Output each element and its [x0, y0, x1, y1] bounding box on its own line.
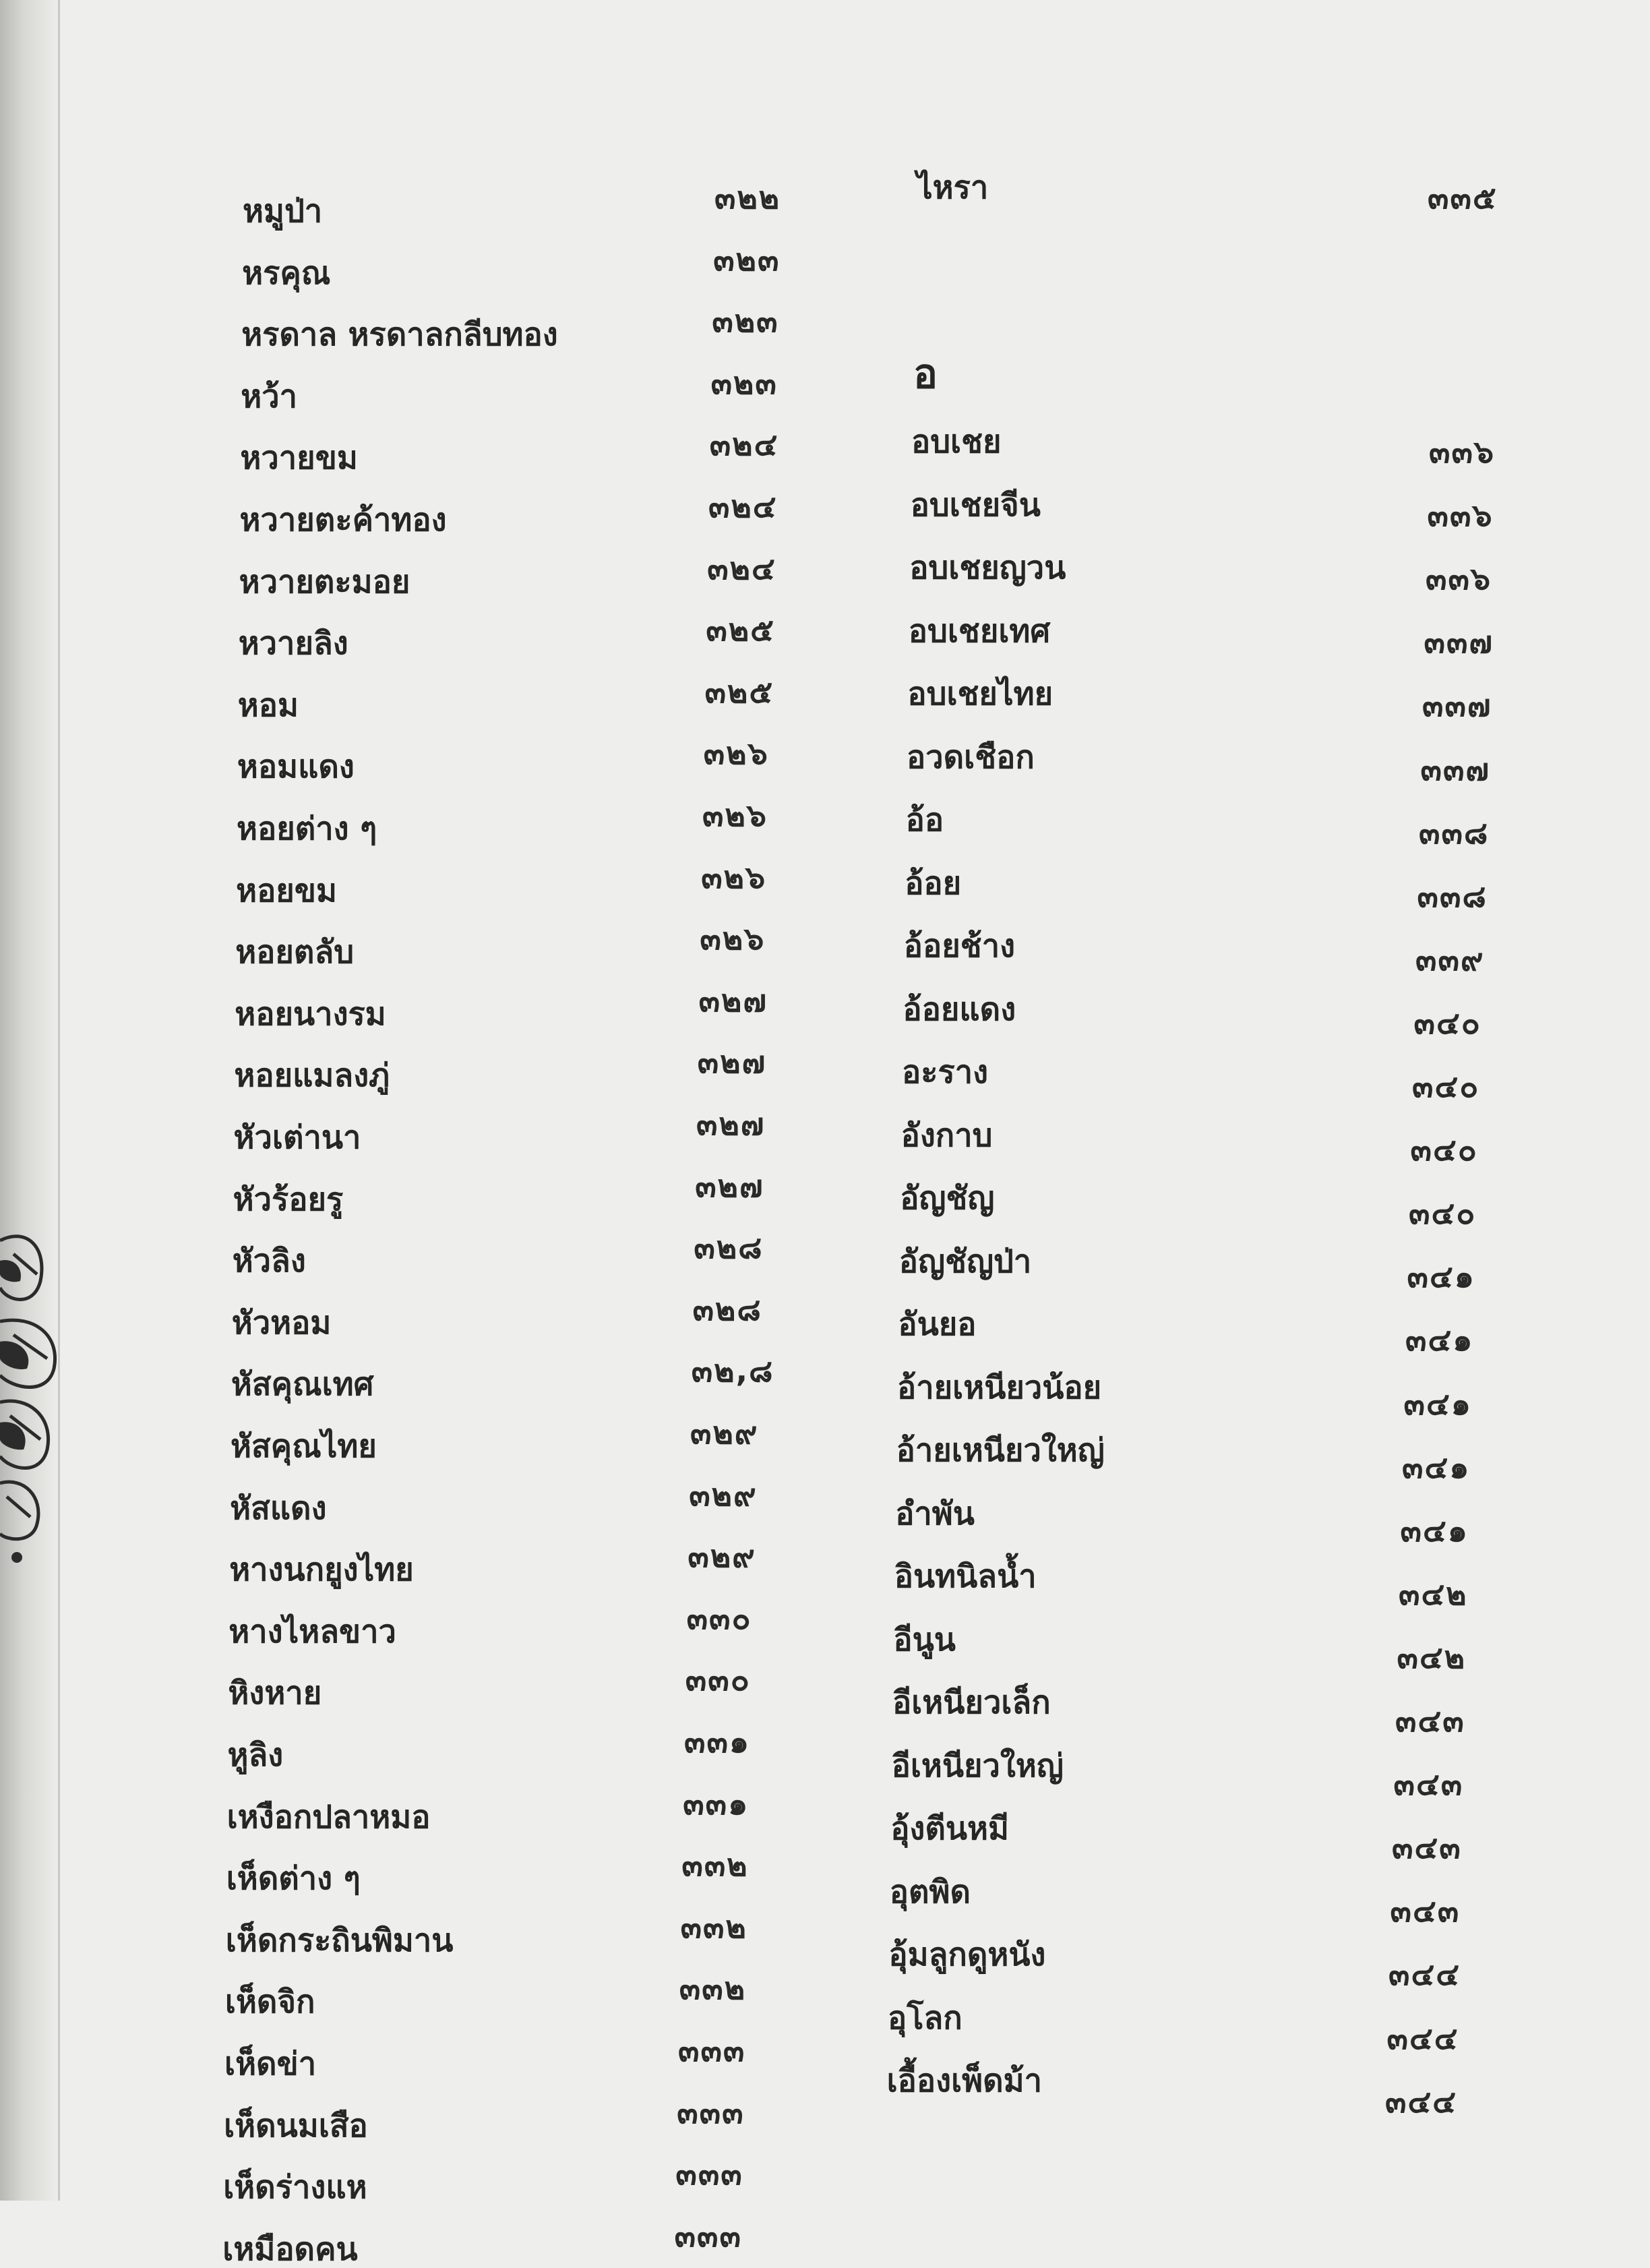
index-entry-name: หมูป่า — [243, 193, 323, 230]
index-entry-page-number: ๓๒๘ — [694, 1229, 764, 1266]
index-entry-page-number: ๓๔๔ — [1386, 2019, 1459, 2056]
index-entry-name: หอยแมลงภู่ — [234, 1057, 390, 1095]
index-entry-page-number: ๓๓๒ — [680, 1908, 747, 1945]
index-entry-page-number: ๓๒๔ — [709, 426, 779, 463]
index-entry-name: อบเชยเทศ — [908, 612, 1051, 650]
index-entry-page-number: ๓๓๓ — [678, 2032, 746, 2068]
index-entry-name: อุ้งตีนหมี — [890, 1810, 1009, 1847]
index-entry-name: อ้อย — [905, 864, 962, 902]
index-entry-page-number: ๓๓๑ — [683, 1785, 750, 1822]
index-entry-page-number: ๓๔๒ — [1397, 1638, 1467, 1675]
index-entry-page-number: ๓๔๑ — [1402, 1448, 1471, 1485]
index-entry-page-number: ๓๓๗ — [1422, 687, 1492, 724]
index-entry-page-number: ๓๓๖ — [1427, 497, 1494, 534]
index-entry-name: ไหรา — [917, 169, 989, 206]
index-entry-page-number: ๓๓๖ — [1429, 434, 1496, 470]
index-entry-page-number: ๓๒๓ — [712, 303, 779, 340]
index-entry-name: อีเหนียวใหญ่ — [891, 1747, 1064, 1785]
index-entry-name: หวายขม — [240, 440, 358, 477]
index-entry-name: อ้อยแดง — [903, 990, 1016, 1028]
index-entry-page-number: ๓๔๔ — [1385, 2083, 1458, 2120]
index-entry-page-number: ๓๒๙ — [689, 1476, 758, 1513]
index-entry-page-number: ๓๔๐ — [1410, 1131, 1478, 1168]
index-entry-name: หวายลิง — [238, 625, 348, 663]
index-entry-name: อบเชยจีน — [910, 486, 1041, 524]
index-entry-name: หิงหาย — [228, 1675, 322, 1712]
index-entry-name: เห็ดกระถินพิมาน — [225, 1921, 454, 1959]
index-entry-page-number: ๓๒๗ — [698, 982, 768, 1019]
index-entry-name: หอยนางรม — [235, 995, 386, 1033]
index-entry-name: หรดาล หรดาลกลีบทอง — [241, 316, 558, 354]
index-entry-page-number: ๓๓๗ — [1424, 624, 1494, 661]
index-entry-page-number: ๓๒๖ — [701, 858, 767, 895]
index-entry-name: เห็ดนมเสือ — [224, 2107, 368, 2145]
index-entry-page-number: ๓๔๒ — [1399, 1575, 1468, 1612]
index-entry-name: อบเชย — [911, 423, 1002, 460]
index-entry-name: หางนกยูงไทย — [229, 1551, 414, 1589]
index-entry-name: หูลิง — [227, 1737, 284, 1774]
index-entry-page-number: ๓๔๓ — [1390, 1892, 1461, 1930]
index-entry-page-number: ๓๒๗ — [696, 1106, 766, 1142]
index-entry-name: เห็ดร่างแห — [223, 2169, 367, 2207]
index-entry-name: หว้า — [241, 378, 298, 415]
index-entry-name: เห็ดจิก — [224, 1983, 315, 2021]
index-entry-page-number: ๓๒๒ — [714, 179, 781, 216]
index-entry-page-number: ๓๓๐ — [685, 1661, 751, 1698]
index-entry-page-number: ๓๓๓ — [674, 2217, 742, 2254]
index-entry-page-number: ๓๔๐ — [1412, 1068, 1480, 1104]
index-entry-page-number: ๓๒๕ — [704, 673, 774, 710]
index-entry-page-number: ๓๒๖ — [702, 797, 768, 833]
index-entry-page-number: ๓๒๔ — [707, 549, 776, 587]
index-entry-name: อีนูน — [893, 1621, 956, 1659]
index-entry-name: หรคุณ — [242, 254, 331, 292]
index-entry-name: อ้ายเหนียวน้อย — [897, 1369, 1102, 1406]
index-entry-name: อวดเชือก — [907, 738, 1035, 776]
index-entry-name: อบเชยญวน — [909, 549, 1066, 587]
page-edge — [58, 0, 60, 2201]
index-entry-name: หอมแดง — [237, 748, 355, 786]
index-entry-page-number: ๓๔๓ — [1392, 1829, 1462, 1866]
index-entry-page-number: ๓๒๔ — [708, 488, 778, 525]
index-entry-name: อัญชัญ — [900, 1180, 995, 1217]
index-entry-name: หัวลิง — [232, 1243, 306, 1280]
index-entry-name: หัสคุณไทย — [231, 1428, 377, 1465]
index-entry-name: อินทนิลน้ำ — [894, 1558, 1037, 1595]
index-entry-page-number: ๓๒๕ — [706, 611, 775, 649]
index-entry-page-number: ๓๓๒ — [679, 1970, 747, 2007]
index-entry-name: หวายตะมอย — [239, 563, 410, 601]
index-entry-page-number: ๓๔๑ — [1407, 1258, 1475, 1295]
index-entry-name: เหงือกปลาหมอ — [226, 1798, 431, 1836]
index-entry-page-number: ๓๓๓ — [677, 2093, 745, 2130]
index-entry-name: หวายตะค้าทอง — [239, 502, 447, 539]
index-entry-name: หอม — [237, 686, 299, 724]
index-entry-page-number: ๓๔๑ — [1400, 1512, 1469, 1549]
index-entry-page-number: ๓๒๓ — [710, 364, 778, 401]
index-entry-page-number: ๓๒๙ — [690, 1414, 759, 1451]
index-entry-name: หอยขม — [236, 872, 337, 909]
index-entry-page-number: ๓๒๓ — [713, 241, 781, 278]
index-entry-name: หัวร้อยรู — [233, 1181, 344, 1218]
index-entry-name: หัสแดง — [230, 1489, 327, 1527]
index-entry-page-number: ๓๒๗ — [695, 1167, 764, 1204]
index-entry-name: อุ้มลูกดูหนัง — [888, 1936, 1046, 1973]
book-gutter-shadow — [0, 0, 61, 2201]
index-entry-name: หอยตลับ — [235, 934, 355, 972]
index-entry-page-number: ๓๓๕ — [1428, 179, 1498, 216]
index-entry-page-number: ๓๔๔ — [1388, 1956, 1461, 1993]
index-entry-name: อ้อ — [905, 802, 944, 839]
index-entry-page-number: ๓๔๐ — [1413, 1004, 1481, 1041]
index-entry-name: เห็ดต่าง ๆ — [226, 1860, 361, 1898]
index-entry-page-number: ๓๒๘ — [692, 1290, 762, 1327]
index-entry-page-number: ๓๒๙ — [688, 1538, 756, 1575]
index-entry-name: หัวเต่านา — [233, 1119, 361, 1156]
index-entry-name: เหมือดคน — [222, 2230, 358, 2268]
index-entry-page-number: ๓๔๓ — [1393, 1766, 1464, 1803]
index-entry-page-number: ๓๓๒ — [681, 1847, 749, 1884]
index-entry-page-number: ๓๔๑ — [1403, 1385, 1472, 1422]
index-entry-page-number: ๓๓๑ — [684, 1723, 751, 1760]
section-letter-heading: อ — [913, 351, 938, 398]
index-entry-name: อุโลก — [888, 1999, 963, 2037]
leaf-illustration — [0, 1200, 94, 1578]
index-entry-page-number: ๓๓๙ — [1415, 941, 1485, 978]
index-entry-name: หัสคุณเทศ — [231, 1366, 374, 1404]
index-entry-name: อบเชยไทย — [907, 676, 1053, 713]
index-entry-page-number: ๓๓๖ — [1426, 560, 1492, 597]
index-entry-page-number: ๓๔๑ — [1405, 1321, 1474, 1359]
index-entry-page-number: ๓๓๐ — [686, 1599, 752, 1636]
index-entry-name: อะราง — [902, 1054, 989, 1091]
index-entry-page-number: ๓๓๗ — [1420, 750, 1490, 787]
index-entry-name: หางไหลขาว — [228, 1613, 396, 1650]
index-entry-name: อำพัน — [895, 1495, 975, 1532]
index-entry-name: อ้อยช้าง — [903, 928, 1016, 965]
index-entry-name: เห็ดข่า — [224, 2046, 317, 2083]
index-entry-page-number: ๓๒๖ — [700, 920, 766, 957]
index-entry-name: หัวหอม — [231, 1304, 332, 1342]
index-entry-name: อังกาบ — [900, 1116, 993, 1154]
index-entry-page-number: ๓๒,๘ — [691, 1352, 774, 1390]
index-entry-name: อ้ายเหนียวใหญ่ — [896, 1432, 1105, 1469]
index-entry-name: เอื้องเพ็ดม้า — [886, 2062, 1043, 2099]
index-entry-page-number: ๓๓๘ — [1419, 814, 1490, 851]
index-entry-page-number: ๓๔๐ — [1409, 1195, 1477, 1232]
index-entry-name: หอยต่าง ๆ — [237, 810, 377, 847]
index-entry-name: อีเหนียวเล็ก — [892, 1684, 1051, 1721]
index-entry-page-number: ๓๔๓ — [1395, 1702, 1465, 1739]
index-entry-name: อุตพิด — [889, 1873, 971, 1911]
index-entry-page-number: ๓๓๓ — [675, 2155, 743, 2192]
index-entry-page-number: ๓๒๗ — [697, 1044, 767, 1081]
index-entry-name: อันยอ — [898, 1306, 977, 1343]
index-entry-page-number: ๓๓๘ — [1417, 877, 1488, 914]
index-entry-name: อัญชัญป่า — [898, 1243, 1032, 1280]
index-entry-page-number: ๓๒๖ — [703, 735, 769, 772]
